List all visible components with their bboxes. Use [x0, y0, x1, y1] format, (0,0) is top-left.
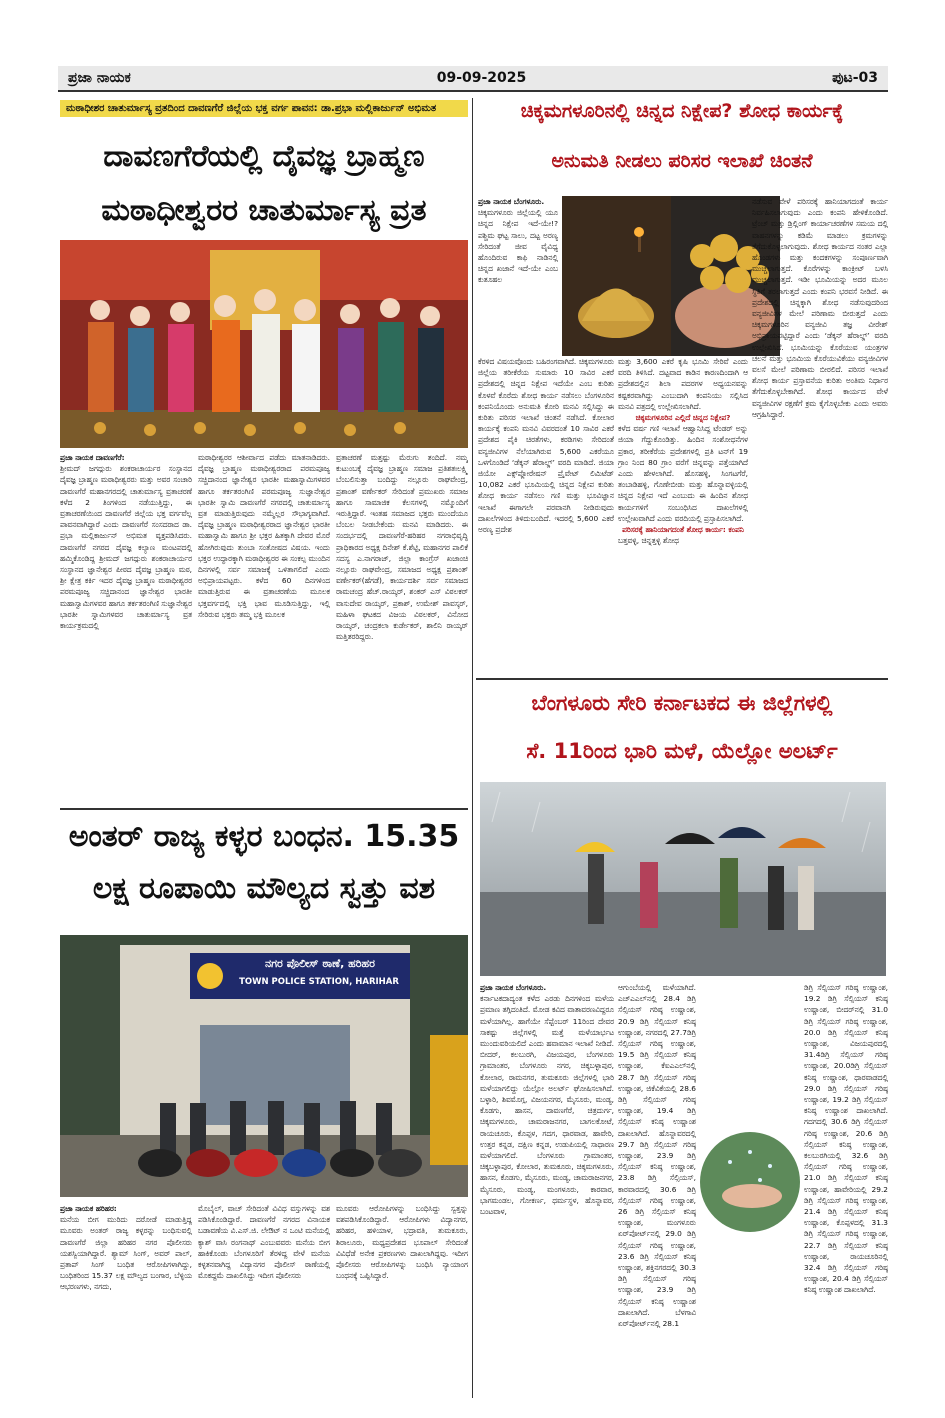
story1-body-col2: ಮಠಾಧೀಶ್ವರರ ಆಶೀರ್ವಾದ ಪಡೆದು ಮಾತನಾಡಿದರು. ದೈವಜ್ಞ ಬ್ರಾಹ್ಮಣ ಮಠಾಧೀಶ್ವರರಾದ ಪರಮಪೂಜ್ಯ ಸಚ್ಚಿದಾನಂದ ಜ್ಞಾನೇಶ್ವರ ಭಾರತೀ ಮಹಾಸ್ವಾಮಿಗಳವರ ಹಾಗೂ ತರ್ಕತರಂಗಿಣಿ ಪರಮಪೂಜ್ಯ ಸುಜ್ಞಾನೇಶ್ವರ ಭಾರತೀ ಸ್ವಾಮಿ ದಾವಣಗೆರೆ ನಗರದಲ್ಲಿ ಚಾತುರ್ಮಾಸ್ಯ ವ್ರತ ಮಾಡುತ್ತಿರುವುದು ನಮ್ಮೆಲ್ಲರ ಸೌಭಾಗ್ಯವಾಗಿದೆ. ದೈವಜ್ಞ ಬ್ರಾಹ್ಮಣ ಮಠಾಧೀಶ್ವರರಾದ ಜ್ಞಾನೇಶ್ವರ ಭಾರತೀ ಮಹಾಸ್ವಾಮಿ ಹಾಗೂ ಶ್ರೀ ಭಕ್ತರ ಹಿತಕ್ಕಾಗಿ ದೇವರ ಮೊರೆ ಹೋಗಿರುವುದು ತುಂಬಾ ಸಂತೋಷದ ವಿಷಯ. ಇಂದು ಭಕ್ತರ ಉದ್ಧಾರಕ್ಕಾಗಿ ಮಠಾಧೀಶ್ವರರ ಈ ಸಂಕಲ್ಪ ಮುಂದಿನ ದಿನಗಳಲ್ಲಿ ಸರ್ವ ಸಮಾಜಕ್ಕೆ ಒಳಿತಾಗಲಿದೆ ಎಂದು ಅಭಿಪ್ರಾಯಪಟ್ಟರು. ಕಳೆದ 60 ದಿನಗಳಿಂದ ಮಾಡುತ್ತಿರುವ ಈ ವ್ರತಾಚರಣೆಯ ಮೂಲಕ ಭಕ್ತವರ್ಗದಲ್ಲಿ ಭಕ್ತಿ ಭಾವ ಮೂಡಿಸುತ್ತಿದ್ದು, ಇಲ್ಲಿ ಸೇರಿರುವ ಭಕ್ತರು ತಮ್ಮ ಭಕ್ತಿ ಮೂಲಕ [198, 453, 330, 619]
story1-body-col3: ವ್ರತಾಚರಣೆ ಮತ್ತಷ್ಟು ಮೆರುಗು ತಂದಿದೆ. ನಮ್ಮ ಕುಟುಂಬಕ್ಕೆ ದೈವಜ್ಞ ಬ್ರಾಹ್ಮಣ ಸಮಾಜ ಪ್ರತಿಶತಃಲಕ್ಷ್ಮಿ ಬೆಂಬಲಿಸುತ್ತಾ ಬಂದಿದ್ದು ನಲ್ಲೂರು ರಾಘವೇಂದ್ರ, ಪ್ರಶಾಂತ್ ವರ್ಣೇಕರ್ ಸೇರಿದಂತೆ ಪ್ರಮುಖರು ಸಮಾಜ ಹಾಗೂ ಸಾಮಾಜಿಕ ಕೆಲಸಗಳಲ್ಲಿ ನಮ್ಮೊಂದಿಗೆ ಇರುತ್ತಿದ್ದಾರೆ. ಇಂತಹ ಸಮಾಜದ ಭಕ್ತರು ಮುಂದೆಯೂ ಬೆಂಬಲ ನೀಡಬೇಕೆಂದು ಮನವಿ ಮಾಡಿದರು. ಈ ಸಂದರ್ಭದಲ್ಲಿ ದಾವಣಗೆರೆ-ಹರಿಹರ ನಗರಾಭಿವೃದ್ಧಿ ಪ್ರಾಧಿಕಾರದ ಅಧ್ಯಕ್ಷ ದಿನೇಶ್ ಕೆ.ಶೆಟ್ಟಿ, ಮಹಾನಗರ ಪಾಲಿಕೆ ಸದಸ್ಯ ಎ.ನಾಗರಾಜ್, ಜಿಲ್ಲಾ ಕಾಂಗ್ರೆಸ್ ಖಜಾಂಚಿ ನಲ್ಲೂರು ರಾಘವೇಂದ್ರ, ಸಮಾಜದ ಅಧ್ಯಕ್ಷ ಪ್ರಶಾಂತ್ ವರ್ಣೇಕರ್(ಹೆಗಡೆ), ಕಾರ್ಯದರ್ಶಿ ಸರ್ವ ಸಮಾಜದ ರಾಮಚಂದ್ರ ಹೆಚ್.ರಾಯ್ಕರ್, ಶಂಕರ್ ಎಸ್ ವಿಠಲಕರ್ ವಾಸುದೇವ ರಾಯ್ಕರ್, ಪ್ರಕಾಶ್, ಉಮೇಶ್ ಪಾವಸ್ಕರ್, ಮಹಿಳಾ ಘಟಕದ ವಿಜಯ ವಿಠಲಕರ್, ವಿನೋದ ರಾಯ್ಕರ್, ಚಂದ್ರಕಲಾ ಕುರ್ಡೇಕರ್, ಶಾಲಿನಿ ರಾಯ್ಕರ್ ಮತ್ತಿತರರಿದ್ದರು. [336, 453, 468, 642]
story2-column-2 [618, 356, 748, 672]
story4-headline-line1: ಬೆಂಗಳೂರು ಸೇರಿ ಕರ್ನಾಟಕದ ಈ ಜಿಲ್ಲೆಗಳಲ್ಲಿ [531, 691, 833, 715]
hand-in-rain-illustration [700, 1132, 800, 1232]
story2-body-col1-top: ಚಿಕ್ಕಮಗಳೂರು ಜಿಲ್ಲೆಯಲ್ಲಿ ಯೂ ಚಿನ್ನದ ನಿಕ್ಷೇಪ ಇದೆ-ಯೇ!? ಪಶ್ಚಿಮ ಘಟ್ಟ ಸಾಲು, ದಟ್ಟ ಅರಣ್ಯ ಸೇರಿದಂತೆ ಜೀವ ವೈವಿಧ್ಯ ಹೊಂದಿರುವ ಕಾಫಿ ನಾಡಿನಲ್ಲಿ ಚಿನ್ನದ ಖಜಾನೆ ಇದೆ-ಯೇ ಎಂಬ ಕುತೂಹಲ [478, 208, 558, 285]
story3-photo-police-station [60, 935, 468, 1197]
story1-body-col1: ಶ್ರೀಮದ್ ಜಗದ್ಗುರು ಶಂಕರಾಚಾರ್ಯರ ಸಂಸ್ಥಾನದ ದೈವಜ್ಞ ಬ್ರಾಹ್ಮಣ ಮಠಾಧೀಶ್ವರರು ಮತ್ತು ಅವರ ಸಂಚಾರಿ ದಾವಣಗೆರೆ ಮಹಾನಗರದಲ್ಲಿ ಚಾತುರ್ಮಾಸ್ಯ ವ್ರತಾಚರಣೆ ಕಳೆದ 2 ತಿಂಗಳಿಂದ ನಡೆಯುತ್ತಿದ್ದು, ಈ ವ್ರತಾಚರಣೆಯಿಂದ ದಾವಣಗೆರೆ ಜಿಲ್ಲೆಯ ಭಕ್ತ ವರ್ಗವೆಲ್ಲ ಪಾವನವಾಗಿದ್ದಾರೆ ಎಂದು ದಾವಣಗೆರೆ ಸಂಸದರಾದ ಡಾ. ಪ್ರಭಾ ಮಲ್ಲಿಕಾರ್ಜುನ್ ಅಭಿಮತ ವ್ಯಕ್ತಪಡಿಸಿದರು. ದಾವಣಗೆರೆ ನಗರದ ದೈವಜ್ಞ ಕಲ್ಯಾಣ ಮಂಟಪದಲ್ಲಿ ಹಮ್ಮಿಕೊಂಡಿದ್ದ ಶ್ರೀಮದ್ ಜಗದ್ಗುರು ಶಂಕರಾಚಾರ್ಯರ ಸಂಸ್ಥಾನದ ಜ್ಞಾನೇಶ್ವರ ಪೀಠದ ದೈವಜ್ಞ ಬ್ರಾಹ್ಮಣ ಮಠ, ಶ್ರೀ ಕ್ಷೇತ್ರ ಕರ್ಕಿ ಇದರ ದೈವಜ್ಞ ಬ್ರಾಹ್ಮಣ ಮಠಾಧೀಶ್ವರರ ಪರಮಪೂಜ್ಯ ಸಚ್ಚಿದಾನಂದ ಜ್ಞಾನೇಶ್ವರ ಭಾರತೀ ಮಹಾಸ್ವಾಮಿಗಳವರ ಹಾಗೂ ತರ್ಕತರಂಗಿಣಿ ಸುಜ್ಞಾನೇಶ್ವರ ಭಾರತೀ ಸ್ವಾಮಿಗಳವರ ಚಾತುರ್ಮಾಸ್ಯ ವ್ರತ ಕಾರ್ಯಕ್ರಮದಲ್ಲಿ [60, 464, 192, 631]
story3-body-col3: ಮೂವರು ಆರೋಪಿಗಳನ್ನು ಬಂಧಿಸಿದ್ದು ಸ್ವತ್ತನ್ನು ವಶಪಡಿಸಿಕೊಂಡಿದ್ದಾರೆ. ಆರೋಪಿಗಳು ವಿದ್ಯಾನಗರ, ಹರಿಹರ, ಹಳಿಯಾಳ, ಭದ್ರಾವತಿ, ತುಮಕೂರು, ಶಿರಾಲೂರು, ಮಧ್ಯಪ್ರದೇಶದ ಭೂಪಾಲ್ ಸೇರಿದಂತೆ ವಿವಿಧೆಡೆ ಅನೇಕ ಪ್ರಕರಣಗಳು ದಾಖಲಾಗಿದ್ದವು. ಇದೀಗ ಪೊಲೀಸರು ಆರೋಪಿಗಳನ್ನು ಬಂಧಿಸಿ ನ್ಯಾಯಾಂಗ ಬಂಧನಕ್ಕೆ ಒಪ್ಪಿಸಿದ್ದಾರೆ. [336, 1204, 468, 1281]
story2-headline-line1: ಚಿಕ್ಕಮಗಳೂರಿನಲ್ಲಿ ಚಿನ್ನದ ನಿಕ್ಷೇಪ? ಶೋಧ ಕಾರ್ಯಕ್ಕೆ [520, 100, 844, 122]
story2-photo-gold [562, 196, 780, 356]
rain-photo-illustration [480, 782, 886, 976]
gold-photo-illustration [562, 196, 780, 356]
police-emblem-icon [197, 963, 223, 989]
story2-body-col2-bottom: ಕಳೆದ ವರ್ಷ ಗಣಿ ಇಲಾಖೆ ಆಹ್ವಾನಿಸಿದ್ದ ಟೆಂಡರ್ ಅನ್ನು ಜಿಯಾ ಗೆದ್ದುಕೊಂಡಿತ್ತು. ಹಿಂದಿನ ಸಂಶೋಧನೆಗಳ ಪ್ರಕಾರ, ತರೀಕೆರೆಯ ಪ್ರದೇಶಗಳಲ್ಲಿ ಪ್ರತಿ ಟನ್‌ಗೆ 19 ಗ್ರಾಂ ನಿಂದ 80 ಗ್ರಾಂ ವರೆಗೆ ಚಿನ್ನವನ್ನು ಪತ್ತೆಯಾಗಿದೆ ಎಂದು ಹೇಳಲಾಗಿದೆ. ಹೊಸಹಳ್ಳಿ, ಸಿಂಗಟಗೆರೆ, ತಂಬಾಡಿಹಳ್ಳಿ, ಗೊಣೇಬೀಡು ಮತ್ತು ಹೊನ್ನಾವಳ್ಳಿಯಲ್ಲಿ ಚಿನ್ನದ ನಿಕ್ಷೇಪ ಇದೆ ಎಂಬುದು ಈ ಹಿಂದಿನ ಶೋಧ ಕಾರ್ಯಗಳಿಗೆ ಸಂಬಂಧಿಸಿದ ದಾಖಲೆಗಳಲ್ಲಿ ಉಲ್ಲೇಖವಾಗಿದೆ ಎಂದು ವರದಿಯಲ್ಲಿ ಪ್ರಸ್ತಾಪಿಸಲಾಗಿದೆ. [618, 424, 748, 523]
story3-column-2 [198, 1203, 330, 1393]
story4-body-col1: ಕರ್ನಾಟಕದಾದ್ಯಂತ ಕಳೆದ ಎರಡು ದಿನಗಳಿಂದ ಮಳೆಯ ಪ್ರಮಾಣ ತಗ್ಗಿದಂತಿದೆ. ಮೋಡ ಕವಿದ ವಾತಾವರಣವಿದ್ದರೂ ಮಳೆಯಾಗಿಲ್ಲ. ಹಾಗೆಯೇ ಸೆಪ್ಟೆಂಬರ್ 11ರಿಂದ ದೇವರ ಸಾಕಷ್ಟು ಜಿಲ್ಲೆಗಳಲ್ಲಿ ಮತ್ತೆ ಮಳೆಯಾರ್ಭಟ ಮುಂದುವರಿಯಲಿದೆ ಎಂದು ಹವಾಮಾನ ಇಲಾಖೆ ನೀಡಿದೆ. ಬೀದರ್, ಕಲಬುರಗಿ, ವಿಜಯಪುರ, ಬೆಂಗಳೂರು ಗ್ರಾಮಾಂತರ, ಬೆಂಗಳೂರು ನಗರ, ಚಿಕ್ಕಬಳ್ಳಾಪುರ, ಕೋಲಾರ, ರಾಮನಗರ, ತುಮಕೂರು ಜಿಲ್ಲೆಗಳಲ್ಲಿ ಭಾರಿ ಮಳೆಯಾಗಲಿದ್ದು ಯೆಲ್ಲೋ ಅಲರ್ಟ್ ಘೋಷಿಸಲಾಗಿದೆ. ಬಳ್ಳಾರಿ, ಶಿವಮೊಗ್ಗ, ವಿಜಯನಗರ, ಮೈಸೂರು, ಮಂಡ್ಯ, ಕೊಡಗು, ಹಾಸನ, ದಾವಣಗೆರೆ, ಚಿತ್ರದುರ್ಗ, ಚಿಕ್ಕಮಗಳೂರು, ಚಾಮರಾಜನಗರ, ಬಾಗಲಕೋಟೆ, ರಾಯಚೂರು, ಕೊಪ್ಪಳ, ಗದಗ, ಧಾರವಾಡ, ಹಾವೇರಿ, ಉತ್ತರ ಕನ್ನಡ, ದಕ್ಷಿಣ ಕನ್ನಡ, ಉಡುಪಿಯಲ್ಲಿ ಸಾಧಾರಣ ಮಳೆಯಾಗಲಿದೆ. ಬೆಂಗಳೂರು ಗ್ರಾಮಾಂತರ, ಚಿಕ್ಕಬಳ್ಳಾಪುರ, ಕೋಲಾರ, ತುಮಕೂರು, ಚಿಕ್ಕಮಗಳೂರು, ಹಾಸನ, ಕೊಡಗು, ಮೈಸೂರು, ಮಂಡ್ಯ, ಚಾಮರಾಜನಗರ, ಮೈಸೂರು, ಮಂಡ್ಯ, ಮಂಗಳೂರು, ಕಾರವಾರ, ಭಾಗಮಂಡಲ, ಗೋಕರ್ಣ, ಧರ್ಮಸ್ಥಳ, ಹೊನ್ನಾವರ, ಬಂಟವಾಳ, [480, 994, 614, 1217]
story4-column-1 [480, 982, 614, 1392]
story3-body-col1: ಮನೆಯ ಬೀಗ ಮುರಿದು ದರೋಡೆ ಮಾಡುತ್ತಿದ್ದ ಮೂವರು ಅಂತರ್ ರಾಜ್ಯ ಕಳ್ಳರನ್ನು ಬಂಧಿಸುವಲ್ಲಿ ದಾವಣಗೆರೆ ಜಿಲ್ಲಾ ಹರಿಹರ ನಗರ ಪೊಲೀಸರು ಯಶಸ್ವಿಯಾಗಿದ್ದಾರೆ. ಶ್ಯಾಮ್ ಸಿಂಗ್, ಅವರ್ ಪಾಲ್, ಪ್ರತಾಪ್ ಸಿಂಗ್ ಬಂಧಿತ ಆರೋಪಿಗಳಾಗಿದ್ದು, ಬಂಧಿತರಿಂದ 15.37 ಲಕ್ಷ ಮೌಲ್ಯದ ಬಂಗಾರ, ಬೆಳ್ಳಿಯ ಆಭರಣಗಳು, ನಗದು, [60, 1215, 192, 1292]
story3-column-1 [60, 1203, 192, 1393]
story2-subhead-company: ಪರಿಸರಕ್ಕೆ ಹಾನಿಯಾಗದಂತೆ ಶೋಧ ಕಾರ್ಯ: ಕಂಪನಿ [622, 525, 744, 535]
story2-bottom-rule [476, 678, 888, 680]
story4-photo-rain [480, 782, 886, 976]
station-sign-english: TOWN POLICE STATION, HARIHAR [239, 977, 399, 987]
story4-headline-line2: ಸೆ. 11ರಿಂದ ಭಾರಿ ಮಳೆ, ಯೆಲ್ಲೋ ಅಲರ್ಟ್ [526, 739, 838, 763]
story4-body-col3: ಡಿಗ್ರಿ ಸೆಲ್ಸಿಯಸ್ ಗರಿಷ್ಠ ಉಷ್ಣಾಂಶ, 19.2 ಡಿಗ್ರಿ ಸೆಲ್ಸಿಯಸ್ ಕನಿಷ್ಠ ಉಷ್ಣಾಂಶ, ಬೀದರ್‌ನಲ್ಲಿ 31.0 ಡಿಗ್ರಿ ಸೆಲ್ಸಿಯಸ್ ಗರಿಷ್ಠ ಉಷ್ಣಾಂಶ, 20.0 ಡಿಗ್ರಿ ಸೆಲ್ಸಿಯಸ್ ಕನಿಷ್ಠ ಉಷ್ಣಾಂಶ, ವಿಜಯಪುರದಲ್ಲಿ 31.4ಡಿಗ್ರಿ ಸೆಲ್ಸಿಯಸ್ ಗರಿಷ್ಠ ಉಷ್ಣಾಂಶ, 20.0ಡಿಗ್ರಿ ಸೆಲ್ಸಿಯಸ್ ಕನಿಷ್ಠ ಉಷ್ಣಾಂಶ, ಧಾರವಾಡದಲ್ಲಿ 29.0 ಡಿಗ್ರಿ ಸೆಲ್ಸಿಯಸ್ ಗರಿಷ್ಠ ಉಷ್ಣಾಂಶ, 19.2 ಡಿಗ್ರಿ ಸೆಲ್ಸಿಯಸ್ ಕನಿಷ್ಠ ಉಷ್ಣಾಂಶ ದಾಖಲಾಗಿದೆ. ಗದಗದಲ್ಲಿ 30.6 ಡಿಗ್ರಿ ಸೆಲ್ಸಿಯಸ್ ಗರಿಷ್ಠ ಉಷ್ಣಾಂಶ, 20.6 ಡಿಗ್ರಿ ಸೆಲ್ಸಿಯಸ್ ಕನಿಷ್ಠ ಉಷ್ಣಾಂಶ, ಕಲಬುರಗಿಯಲ್ಲಿ 32.6 ಡಿಗ್ರಿ ಸೆಲ್ಸಿಯಸ್ ಗರಿಷ್ಠ ಉಷ್ಣಾಂಶ, 21.0 ಡಿಗ್ರಿ ಸೆಲ್ಸಿಯಸ್ ಕನಿಷ್ಠ ಉಷ್ಣಾಂಶ, ಹಾವೇರಿಯಲ್ಲಿ 29.2 ಡಿಗ್ರಿ ಸೆಲ್ಸಿಯಸ್ ಗರಿಷ್ಠ ಉಷ್ಣಾಂಶ, 21.4 ಡಿಗ್ರಿ ಸೆಲ್ಸಿಯಸ್ ಕನಿಷ್ಠ ಉಷ್ಣಾಂಶ, ಕೊಪ್ಪಳದಲ್ಲಿ 31.3 ಡಿಗ್ರಿ ಸೆಲ್ಸಿಯಸ್ ಗರಿಷ್ಠ ಉಷ್ಣಾಂಶ, 22.7 ಡಿಗ್ರಿ ಸೆಲ್ಸಿಯಸ್ ಕನಿಷ್ಠ ಉಷ್ಣಾಂಶ, ರಾಯಚೂರಿನಲ್ಲಿ 32.4 ಡಿಗ್ರಿ ಸೆಲ್ಸಿಯಸ್ ಗರಿಷ್ಠ ಉಷ್ಣಾಂಶ, 20.4 ಡಿಗ್ರಿ ಸೆಲ್ಸಿಯಸ್ ಕನಿಷ್ಠ ಉಷ್ಣಾಂಶ ದಾಖಲಾಗಿದೆ. [804, 983, 888, 1295]
story1-byline: ಪ್ರಜಾ ನಾಯಕ ದಾವಣಗೆರೆ: [60, 453, 125, 462]
story1-column-2 [198, 452, 330, 802]
story1-kicker: ಮಠಾಧೀಶರ ಚಾತುರ್ಮಾಸ್ಯ ವ್ರತದಿಂದ ದಾವಣಗೆರೆ ಜಿಲ್ಲೆಯ ಭಕ್ತ ವರ್ಗ ಪಾವನ: ಡಾ.ಪ್ರಭಾ ಮಲ್ಲಿಕಾರ್ಜುನ್ ಅಭಿಮತ [60, 100, 468, 117]
station-sign-kannada: ನಗರ ಪೊಲೀಸ್ ಠಾಣೆ, ಹರಿಹರ [264, 957, 375, 970]
story3-headline-line1: ಅಂತರ್ ರಾಜ್ಯ ಕಳ್ಳರ ಬಂಧನ. 15.35 [68, 819, 460, 854]
story3-byline: ಪ್ರಜಾ ನಾಯಕ ಹರಿಹರ: [60, 1204, 117, 1213]
story1-bottom-rule [60, 808, 468, 810]
story2-body-col-mid: ಕೆರಳಿದ ವಿಷಯವೊಂದು ಬಹಿರಂಗವಾಗಿದೆ. ಚಿಕ್ಕಮಗಳೂರು ಜಿಲ್ಲೆಯ ತರೀಕೆರೆಯ ಸುಮಾರು 10 ಸಾವಿರ ಎಕರೆ ಪ್ರದೇಶದಲ್ಲಿ ಚಿನ್ನದ ನಿಕ್ಷೇಪ ಇದೆಯೇ ಎಂಬ ಕುರಿತು ಕೊಳವೆ ಕೊರೆದು ಶೋಧ ಕಾರ್ಯ ನಡೆಸಲು ಬೆಂಗಳೂರಿನ ಕಂಪನಿಯೊಂದು ಅನುಮತಿ ಕೋರಿ ಮನವಿ ಸಲ್ಲಿಸಿದ್ದು ಈ ಕುರಿತು ಪರಿಸರ ಇಲಾಖೆ ಚಿಂತನೆ ನಡೆಸಿದೆ. ಕೋಲಾರ ಕಾರ್ಯಕ್ಕೆ ಕಂಪನಿ ಮನವಿ ವಿವರದಂತೆ 10 ಸಾವಿರ ಎಕರೆ ಪ್ರದೇಶದ ಪೈಕಿ ಚಿರತೆಗಳು, ಕರಡಿಗಳು ಸೇರಿದಂತೆ ವನ್ಯಜೀವಿಗಳ ನೆಲೆಯಾಗಿರುವ 5,600 ಎಕರೆಯೂ ಒಳಗೊಂಡಿದೆ ‘ಡೆಕ್ಕನ್ ಹೆರಾಲ್ಡ್’ ವರದಿ ಮಾಡಿದೆ. ಜಿಯಾ ಜಿಯೋ ಎಕ್ಸ್‌ಪ್ಲೋರೇಷನ್ ಪ್ರೈವೇಟ್ ಲಿಮಿಟೆಡ್ 10,082 ಎಕರೆ ಭೂಮಿಯಲ್ಲಿ ಚಿನ್ನದ ನಿಕ್ಷೇಪ ಕುರಿತು ಶೋಧ ಕಾರ್ಯ ನಡೆಸಲು ಗಣಿ ಮತ್ತು ಭೂವಿಜ್ಞಾನ ಇಲಾಖೆ ಈಗಾಗಲೇ ಪರವಾನಗಿ ನೀಡಿರುವುದು ದಾಖಲೆಗಳಿಂದ ತಿಳಿದುಬಂದಿದೆ. ಇದರಲ್ಲಿ 5,600 ಎಕರೆ ಅರಣ್ಯ ಪ್ರದೇಶ [478, 357, 614, 535]
story1-column-3 [336, 452, 468, 802]
story4-body-col2: ಆಗುಂಬೆಯಲ್ಲಿ ಮಳೆಯಾಗಿದೆ. ಎಚ್‌ಎಎಲ್‌ನಲ್ಲಿ 28.4 ಡಿಗ್ರಿ ಸೆಲ್ಸಿಯಸ್ ಗರಿಷ್ಠ ಉಷ್ಣಾಂಶ, 20.9 ಡಿಗ್ರಿ ಸೆಲ್ಸಿಯಸ್ ಕನಿಷ್ಠ ಉಷ್ಣಾಂಶ, ನಗರದಲ್ಲಿ 27.7ಡಿಗ್ರಿ ಸೆಲ್ಸಿಯಸ್ ಗರಿಷ್ಠ ಉಷ್ಣಾಂಶ, 19.5 ಡಿಗ್ರಿ ಸೆಲ್ಸಿಯಸ್ ಕನಿಷ್ಠ ಉಷ್ಣಾಂಶ, ಕೆಐಎಎಲ್‌ನಲ್ಲಿ 28.7 ಡಿಗ್ರಿ ಸೆಲ್ಸಿಯಸ್ ಗರಿಷ್ಠ ಉಷ್ಣಾಂಶ, ಜಿಕೆವಿಕೆಯಲ್ಲಿ 28.6 ಡಿಗ್ರಿ ಸೆಲ್ಸಿಯಸ್ ಗರಿಷ್ಠ ಉಷ್ಣಾಂಶ, 19.4 ಡಿಗ್ರಿ ಸೆಲ್ಸಿಯಸ್ ಕನಿಷ್ಠ ಉಷ್ಣಾಂಶ ದಾಖಲಾಗಿದೆ. ಹೊನ್ನಾವರದಲ್ಲಿ 29.7 ಡಿಗ್ರಿ ಸೆಲ್ಸಿಯಸ್ ಗರಿಷ್ಠ ಉಷ್ಣಾಂಶ, 23.9 ಡಿಗ್ರಿ ಸೆಲ್ಸಿಯಸ್ ಕನಿಷ್ಠ ಉಷ್ಣಾಂಶ, 23.8 ಡಿಗ್ರಿ ಸೆಲ್ಸಿಯಸ್, ಕಾರವಾರದಲ್ಲಿ 30.6 ಡಿಗ್ರಿ ಸೆಲ್ಸಿಯಸ್ ಗರಿಷ್ಠ ಉಷ್ಣಾಂಶ, 26 ಡಿಗ್ರಿ ಸೆಲ್ಸಿಯಸ್ ಕನಿಷ್ಠ ಉಷ್ಣಾಂಶ, ಮಂಗಳೂರು ಏರ್‌ಪೋರ್ಟ್‌ನಲ್ಲಿ 29.0 ಡಿಗ್ರಿ ಸೆಲ್ಸಿಯಸ್ ಗರಿಷ್ಠ ಉಷ್ಣಾಂಶ, 23.6 ಡಿಗ್ರಿ ಸೆಲ್ಸಿಯಸ್ ಕನಿಷ್ಠ ಉಷ್ಣಾಂಶ, ಶಕ್ತಿನಗರದಲ್ಲಿ 30.3 ಡಿಗ್ರಿ ಸೆಲ್ಸಿಯಸ್ ಗರಿಷ್ಠ ಉಷ್ಣಾಂಶ, 23.9 ಡಿಗ್ರಿ ಸೆಲ್ಸಿಯಸ್ ಕನಿಷ್ಠ ಉಷ್ಣಾಂಶ ದಾಖಲಾಗಿದೆ. ಬೆಳಗಾವಿ ಏರ್‌ಪೋರ್ಟ್‌ನಲ್ಲಿ 28.1 [618, 983, 696, 1329]
story3-body-col2: ಮೊಬೈಲ್, ವಾಚ್ ಸೇರಿದಂತೆ ವಿವಿಧ ವಸ್ತುಗಳನ್ನು ವಶ ಪಡಿಸಿಕೊಂಡಿದ್ದಾರೆ. ದಾವಣಗೆರೆ ನಗರದ ವಿನಾಯಕ ಬಡಾವಣೆಯ ವಿ.ಎಸ್.ಜಿ. ಲೇಔಟ್ ನ ಒಂಟಿ ಮನೆಯಲ್ಲಿ ಕ್ಯಾಶ್ ವಾಸಿ ರಂಗನಾಥ್ ಎಂಬುವವರು ಮನೆಯ ಬೀಗ ಹಾಕಿಕೊಂಡು ಬೆಂಗಳೂರಿಗೆ ತೆರಳಿದ್ದ ವೇಳೆ ಮನೆಯ ಕಳ್ಳತನವಾಗಿದ್ದ ವಿದ್ಯಾನಗರ ಪೊಲೀಸ್ ಠಾಣೆಯಲ್ಲಿ ಮೊಕದ್ದಮೆ ದಾಖಲಿಸಿದ್ದು ಇದೀಗ ಪೊಲೀಸರು [198, 1204, 330, 1281]
page-number: ಪುಟ-03 [832, 70, 878, 86]
paper-name: ಪ್ರಜಾ ನಾಯಕ [68, 70, 131, 86]
story3-headline-line2: ಲಕ್ಷ ರೂಪಾಯಿ ಮೌಲ್ಯದ ಸ್ವತ್ತು ವಶ [92, 871, 436, 906]
center-column-rule [472, 98, 473, 1398]
story2-column-1-top [478, 196, 558, 354]
story4-photo-hand-rain [700, 1132, 800, 1232]
torch-flame-icon [634, 227, 644, 237]
story3-column-3 [336, 1203, 468, 1393]
story2-body-col3: ನಡೆಸುವ ವೇಳೆ ಪರಿಸರಕ್ಕೆ ಹಾನಿಯಾಗದಂತೆ ಕಾರ್ಯ ನಿರ್ವಹಿಸಲಾಗುವುದು ಎಂದು ಕಂಪನಿ ಹೇಳಿಕೊಂಡಿದೆ. ಟ್ರೆಂಚ್ ಮತ್ತು ಡ್ರಿಲ್ಲಿಂಗ್ ಕಾರ್ಯಾಚರಣೆಗಳ ಸಮಯ ದಲ್ಲಿ ವಾಹನಗಳನ್ನು ಕಡಿಮೆ ಮಾಡಲು ಕ್ರಮಗಳನ್ನು ತೆಗೆದುಕೊಳ್ಳಲಾಗುವುದು. ಶೋಧ ಕಾರ್ಯದ ನಂತರ ಎಲ್ಲಾ ಹೊಂಡಗಳು ಮತ್ತು ಕಂದಕಗಳನ್ನು ಸಂಪೂರ್ಣವಾಗಿ ಮುಚ್ಚಲಾಗುತ್ತದೆ. ಕೊರೆಗಳನ್ನು ಕಾಂಕ್ರೀಟ್ ಬಳಸಿ ಮುಚ್ಚಲಾಗುತ್ತದೆ. ಇಡೀ ಭೂಮಿಯನ್ನು ಅದರ ಮೂಲ ಸ್ಥಿತಿಗೆ ತರಲಾಗುತ್ತದೆ ಎಂದು ಕಂಪನಿ ಭರವಸೆ ನೀಡಿದೆ. ಈ ಪ್ರದೇಶದಲ್ಲಿ ಚಿನ್ನಕ್ಕಾಗಿ ಶೋಧ ನಡೆಸುವುದರಿಂದ ವನ್ಯಜೀವಿಗಳ ಮೇಲೆ ಪರಿಣಾಮ ಬೀರುತ್ತದೆ ಎಂದು ಚಿಕ್ಕಮಗಳೂರಿನ ವನ್ಯಜೀವಿ ತಜ್ಞ ವೀರೇಶ್ ಅಭಿಪ್ರಾಯಪಟ್ಟಿದ್ದಾರೆ ಎಂದು ‘ಡೆಕ್ಕನ್ ಹೆರಾಲ್ಡ್’ ವರದಿ ಉಲ್ಲೇಖಿಸಿದೆ. ಭೂಮಿಯನ್ನು ಕೊರೆಯುವ ಯಂತ್ರಗಳ ಚಲನೆ ಮತ್ತು ಭೂಮಿಯ ಕೊರೆಯುವಿಕೆಯು ವನ್ಯಜೀವಿಗಳ ವಲಸೆ ಮೇಲೆ ಪರಿಣಾಮ ಬೀರಲಿದೆ. ಪರಿಸರ ಇಲಾಖೆ ಶೋಧ ಕಾರ್ಯ ಪ್ರಸ್ತಾವನೆಯ ಕುರಿತು ಅಂತಿಮ ನಿರ್ಧಾರ ತೆಗೆದುಕೊಳ್ಳಬೇಕಾಗಿದೆ. ಶೋಧ ಕಾರ್ಯದ ವೇಳೆ ವನ್ಯಜೀವಿಗಳ ರಕ್ಷಣೆಗೆ ಕ್ರಮ ಕೈಗೊಳ್ಳಬೇಕು ಎಂದು ಅವರು ಆಗ್ರಹಿಸಿದ್ದಾರೆ. [752, 197, 888, 419]
story2-column-3 [752, 196, 888, 672]
story4-byline: ಪ್ರಜಾ ನಾಯಕ ಬೆಂಗಳೂರು. [480, 983, 547, 992]
story1-photo-ceremony [60, 240, 468, 448]
police-station-photo-illustration [60, 935, 468, 1197]
story2-byline: ಪ್ರಜಾ ನಾಯಕ ಬೆಂಗಳೂರು. [478, 197, 545, 206]
story4-column-2 [618, 982, 696, 1392]
story1-headline-line2: ಮಠಾಧೀಶ್ವರರ ಚಾತುರ್ಮಾಸ್ಯ ವ್ರತ [101, 193, 427, 228]
story2-body-col2-end: ಬತ್ತವಳ್ಳಿ, ಚಿನ್ನತ್ತಳ್ಳಿ ಶೋಧ [618, 536, 679, 546]
story2-headline-line2: ಅನುಮತಿ ನೀಡಲು ಪರಿಸರ ಇಲಾಖೆ ಚಿಂತನೆ [551, 150, 813, 172]
masthead [58, 66, 888, 92]
story2-subhead-location: ಚಿಕ್ಕಮಗಳೂರಿನ ಎಲ್ಲಿದೆ ಚಿನ್ನದ ನಿಕ್ಷೇಪ? [635, 413, 731, 423]
ceremony-photo-illustration [60, 240, 468, 448]
story1-headline-line1: ದಾವಣಗೆರೆಯಲ್ಲಿ ದೈವಜ್ಞ ಬ್ರಾಹ್ಮಣ [103, 139, 425, 174]
story4-column-3 [804, 982, 888, 1392]
story1-column-1 [60, 452, 192, 802]
issue-date: 09-09-2025 [436, 70, 527, 86]
story2-column-1-mid [478, 356, 614, 672]
story2-body-col2-top: ಮತ್ತು 3,600 ಎಕರೆ ಕೃಷಿ ಭೂಮಿ ಸೇರಿವೆ ಎಂದು ವರದಿ ತಿಳಿಸಿದೆ. ದಟ್ಟವಾದ ಕಾಡಿನ ಕಾರಣದಿಂದಾಗಿ ಆ ಪ್ರದೇಶದಲ್ಲಿನ ಶಿಲಾ ಪದರಗಳ ಅಧ್ಯಯನವನ್ನು ಕಷ್ಟಕರವಾಗಿದ್ದು ಎಂಬುದಾಗಿ ಕಂಪನಿಯು ಸಲ್ಲಿಸಿದ ಮನವಿ ಪತ್ರದಲ್ಲಿ ಉಲ್ಲೇಖಿಸಲಾಗಿದೆ. [618, 357, 748, 411]
